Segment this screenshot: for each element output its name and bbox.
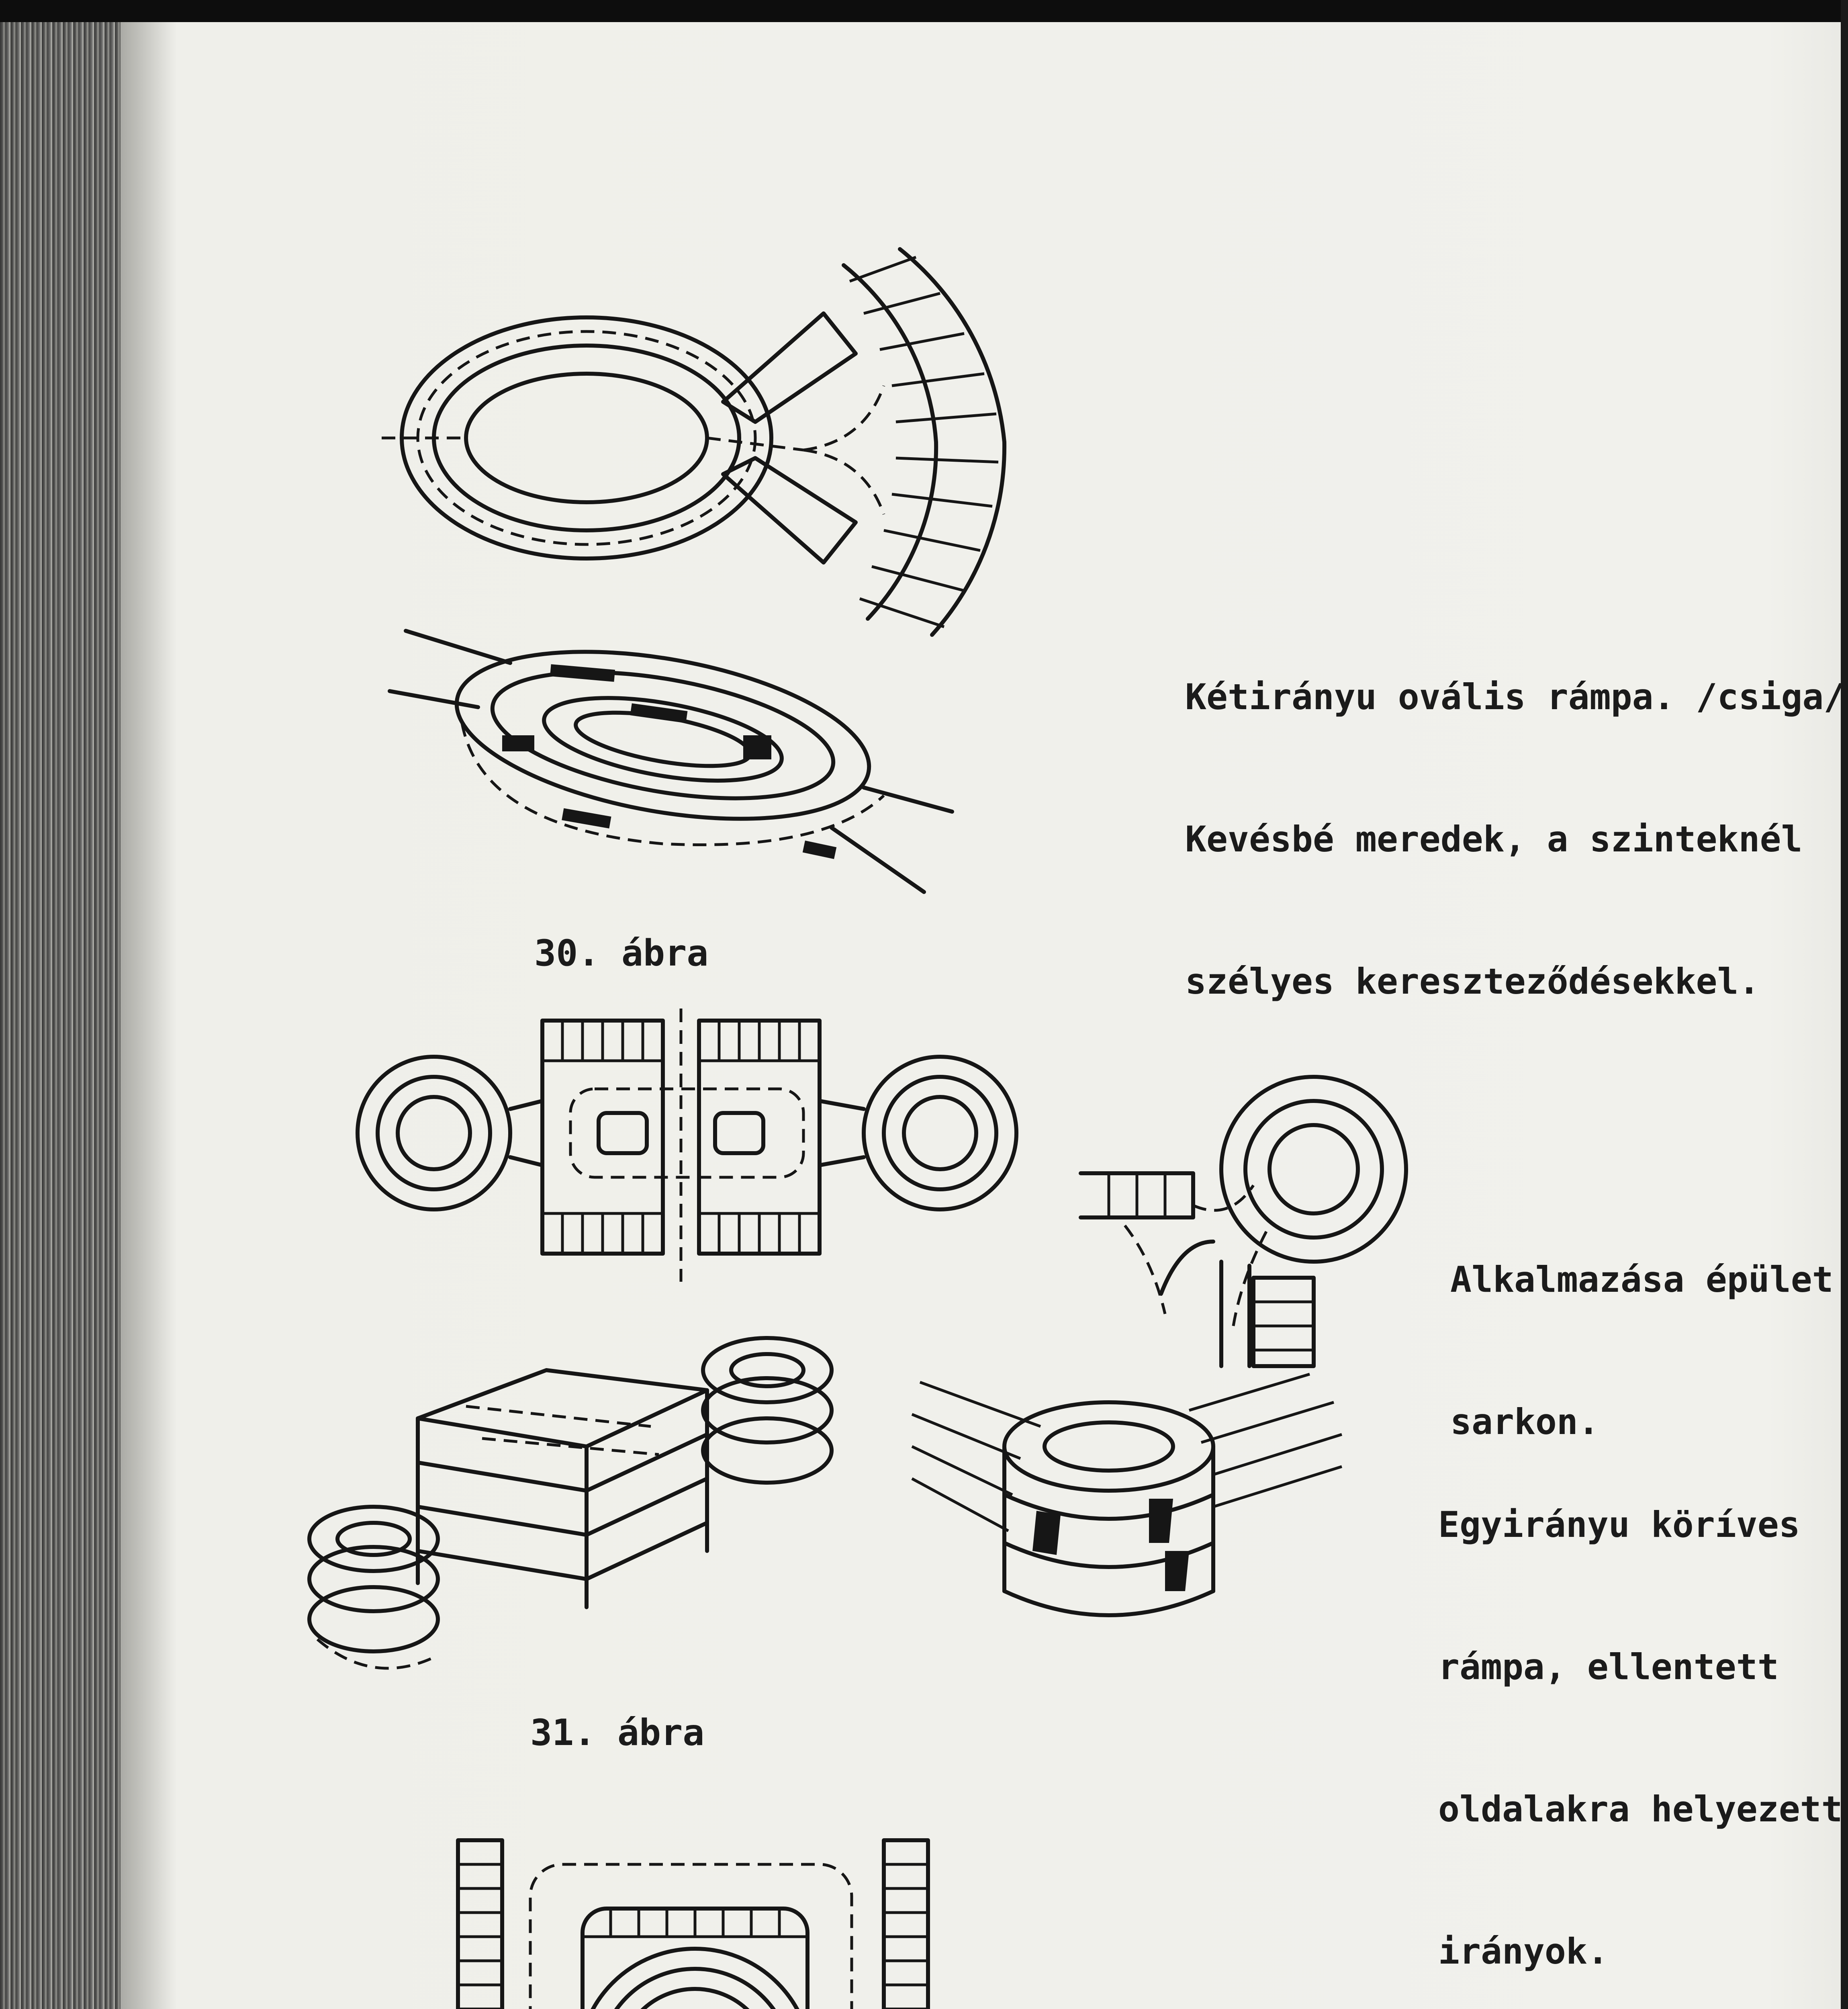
stacked-helical-ramps-perspective-drawing <box>305 1326 836 1688</box>
description-line: Kétirányu ovális rámpa. /csiga/ <box>1185 676 1845 718</box>
description-line: rámpa, ellentett <box>1438 1646 1779 1688</box>
building-corner-ramp-drawing <box>1061 1053 1422 1374</box>
description-line: irányok. <box>1438 1931 1609 1972</box>
description-line: Kevésbé meredek, a szinteknél <box>1185 818 1803 860</box>
description-one-way-helical-ramp <box>1438 1406 1843 2009</box>
oval-ramp-plan-drawing <box>362 233 1045 655</box>
description-line: szélyes kereszteződésekkel. <box>1185 961 1760 1002</box>
one-way-helical-ramp-drawing <box>908 1366 1350 1671</box>
concentric-ramp-plan-drawing <box>450 1832 956 2009</box>
figure-31-caption: 31. ábra <box>530 1712 705 1754</box>
book-binding-edge <box>0 0 121 2009</box>
description-line: oldalakra helyezett <box>1438 1788 1843 1830</box>
description-line: Egyirányu köríves <box>1438 1504 1800 1545</box>
figure-30-caption: 30. ábra <box>534 932 709 974</box>
top-scan-shadow <box>0 0 1848 22</box>
binding-shadow <box>121 0 177 2009</box>
description-line: sarkon. <box>1450 1401 1599 1442</box>
description-line: Alkalmazása épület <box>1450 1259 1834 1300</box>
twin-circular-ramps-plan-drawing <box>354 1004 1036 1286</box>
oval-ramp-perspective-drawing <box>382 603 964 924</box>
description-oval-ramp <box>1185 579 1845 1100</box>
